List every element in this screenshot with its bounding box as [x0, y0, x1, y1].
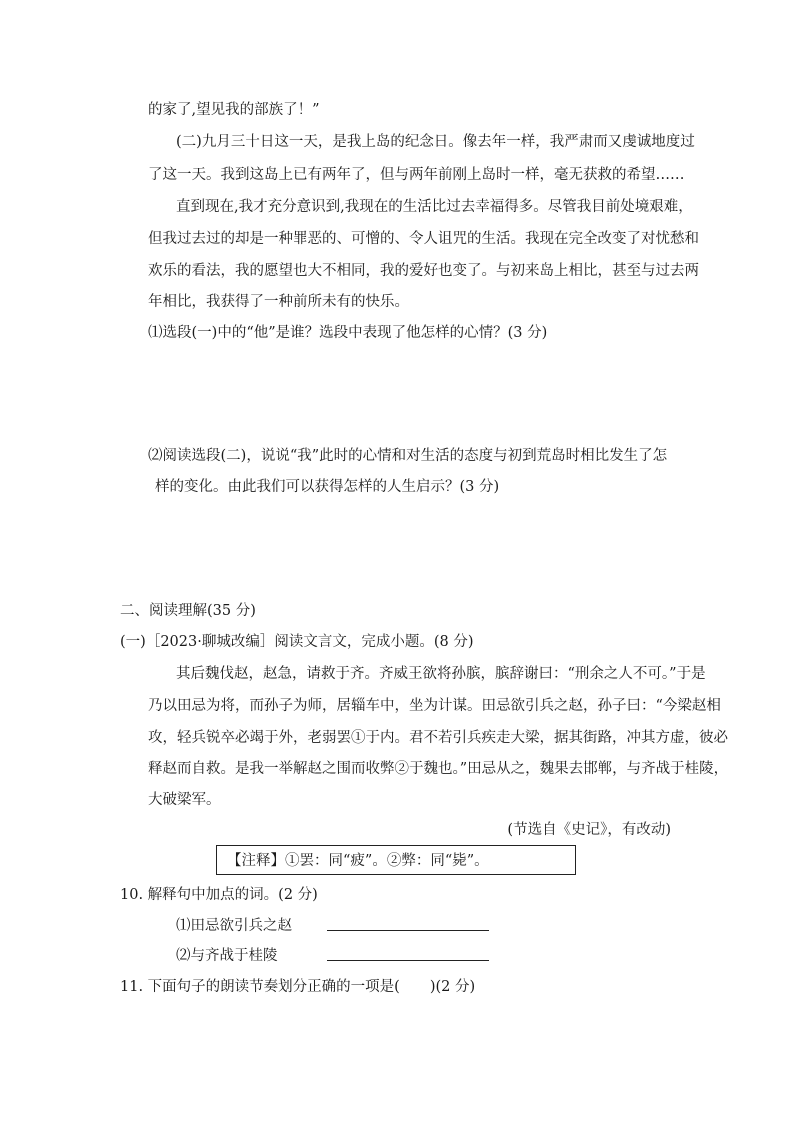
passage-line: (二)九月三十日这一天，是我上岛的纪念日。像去年一样，我严肃而又虔诚地度过	[176, 134, 695, 150]
question-2: ⑵阅读选段(二)，说说“我”此时的心情和对生活的态度与初到荒岛时相比发生了怎	[148, 448, 668, 464]
answer-blank-1[interactable]	[327, 930, 489, 931]
question-10-item-2: ⑵与齐战于桂陵	[176, 948, 278, 964]
classical-text-line: 释赵而自救。是我一举解赵之围而收弊②于魏也。”田忌从之，魏果去邯郸，与齐战于桂陵，	[148, 761, 729, 777]
question-1: ⑴选段(一)中的“他”是谁？选段中表现了他怎样的心情？(3 分)	[148, 325, 548, 341]
classical-text-line: 乃以田忌为将，而孙子为师，居辎车中，坐为计谋。田忌欲引兵之赵，孙子曰：“今梁赵相	[148, 698, 721, 714]
question-11	[120, 977, 475, 997]
question-2-continued: 样的变化。由此我们可以获得怎样的人生启示？(3 分)	[155, 479, 500, 495]
source-citation: (节选自《史记》，有改动)	[507, 822, 671, 838]
classical-text-line: 其后魏伐赵，赵急，请救于齐。齐威王欲将孙膑，膑辞谢曰：“刑余之人不可。”于是	[176, 666, 706, 682]
annotation-text: 【注释】①罢：同“疲”。②弊：同“毙”。	[227, 853, 489, 869]
passage-line: 了这一天。我到这岛上已有两年了，但与两年前刚上岛时一样，毫无获救的希望……	[148, 167, 685, 183]
passage-line: 但我过去过的却是一种罪恶的、可憎的、令人诅咒的生活。我现在完全改变了对忧愁和	[148, 231, 699, 247]
passage-line: 的家了,望见我的部族了！”	[148, 102, 320, 118]
question-11-points: )(2 分)	[429, 979, 476, 995]
question-11-prompt: 11. 下面句子的朗读节奏划分正确的一项是(	[120, 979, 400, 995]
classical-text-line: 大破梁军。	[148, 792, 221, 808]
question-10-item-1: ⑴田忌欲引兵之赵	[176, 918, 292, 934]
passage-line: 欢乐的看法，我的愿望也大不相同，我的爱好也变了。与初来岛上相比，甚至与过去两	[148, 263, 699, 279]
classical-text-line: 攻，轻兵锐卒必竭于外，老弱罢①于内。君不若引兵疾走大梁，据其街路，冲其方虚，彼必	[148, 730, 728, 746]
passage-line: 直到现在,我才充分意识到,我现在的生活比过去幸福得多。尽管我目前处境艰难，	[176, 199, 693, 215]
sub-section-heading: (一)［2023·聊城改编］阅读文言文，完成小题。(8 分)	[120, 634, 474, 650]
passage-line: 年相比，我获得了一种前所未有的快乐。	[148, 294, 409, 310]
answer-blank-2[interactable]	[327, 960, 489, 961]
question-10: 10. 解释句中加点的词。(2 分)	[120, 887, 318, 903]
section-heading: 二、阅读理解(35 分)	[120, 603, 256, 619]
annotation-box	[216, 845, 576, 875]
